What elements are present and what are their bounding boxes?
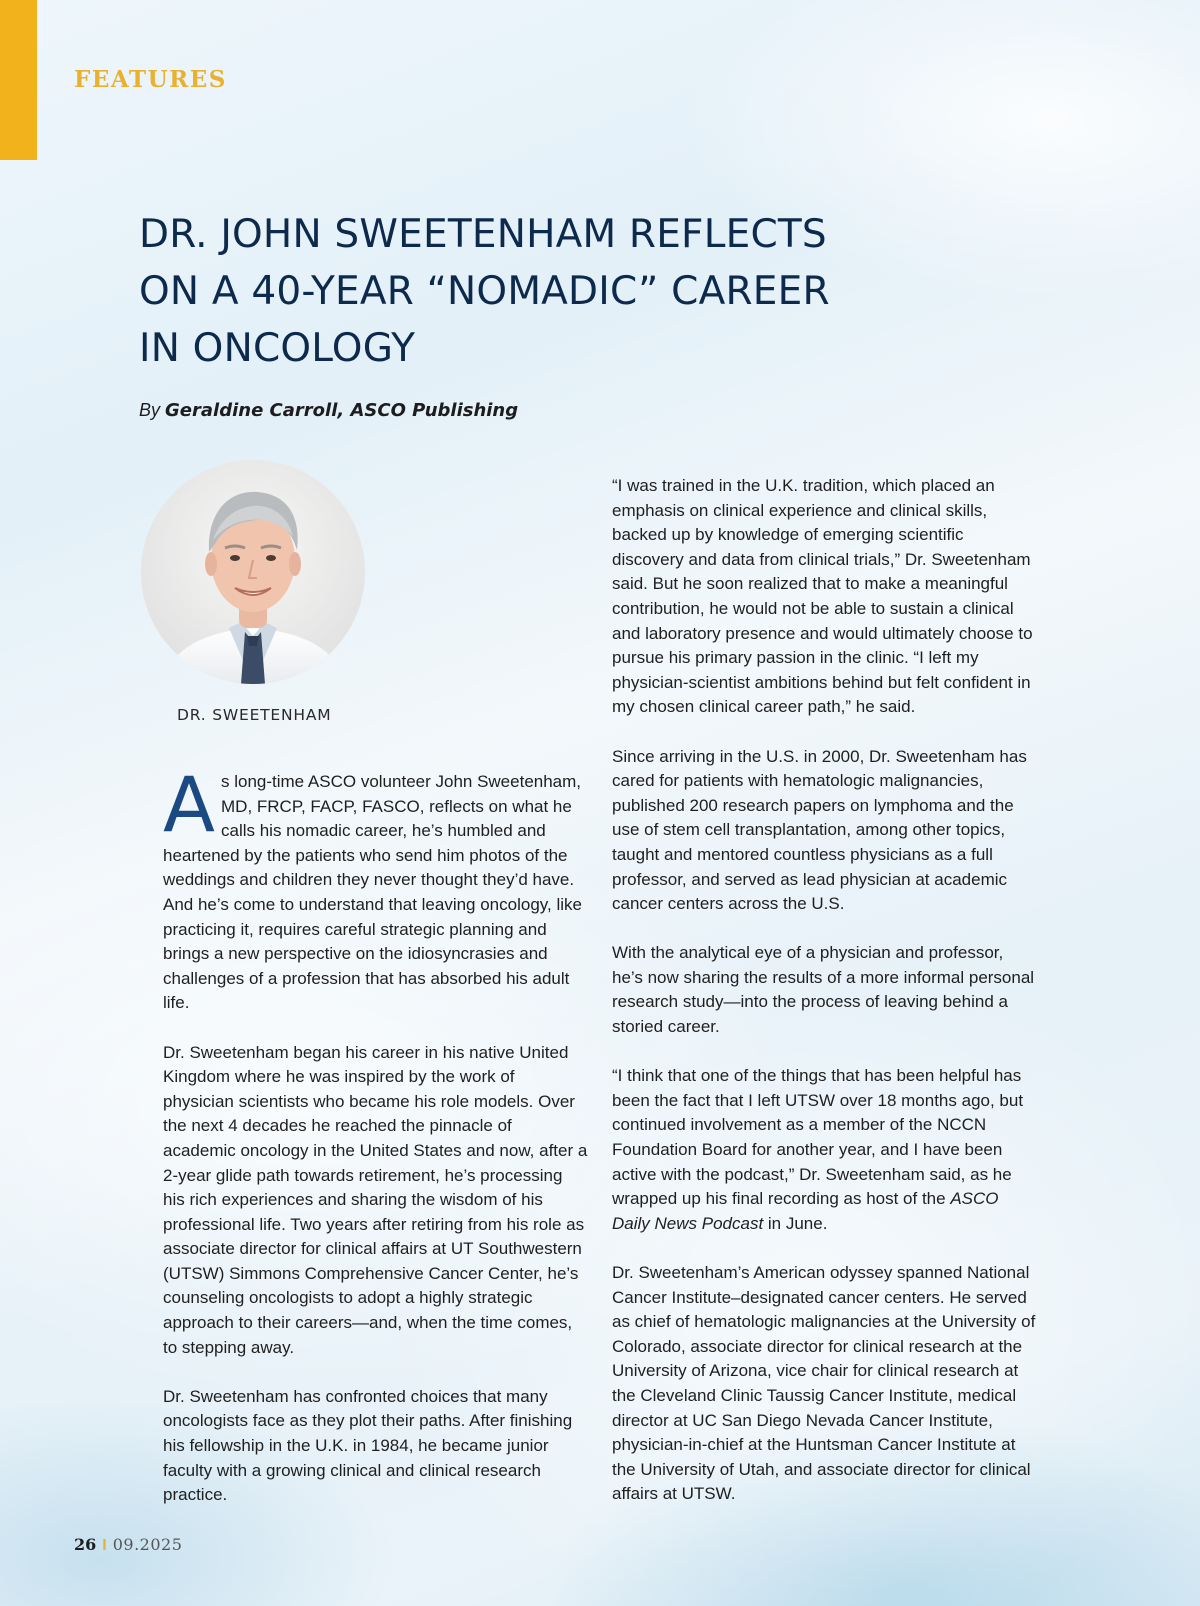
author-portrait	[141, 460, 365, 684]
byline	[139, 400, 518, 421]
article-column-right	[612, 474, 1037, 1507]
page-number: 26	[74, 1535, 97, 1554]
photo-caption: DR. SWEETENHAM	[177, 706, 332, 724]
body-paragraph: Since arriving in the U.S. in 2000, Dr. Sweetenham has cared for patients with hematologic malignancies, published 200 research papers on lymphoma and the use of stem cell transplantation, among other topics, taught and mentored countless physicians as a full professor, and served as lead physician at academic cancer centers across the U.S.	[612, 746, 1027, 914]
drop-cap: A	[163, 760, 215, 849]
footer-separator: I	[102, 1537, 107, 1554]
section-label: FEATURES	[74, 66, 227, 93]
body-paragraph: Dr. Sweetenham began his career in his native United Kingdom where he was inspired by the work of physician scientists who became his role models. Over the next 4 decades he reached the pinnacle of academic oncology in the United States and now, after a 2-year glide path towards retirement, he’s processing his rich experiences and sharing the wisdom of his professional life. Two years after retiring from his role as associate director for clinical affairs at UT Southwestern (UTSW) Simmons Comprehensive Cancer Center, he’s counseling oncologists to adopt a highly strategic approach to their careers—and, when the time comes, to stepping away.	[163, 1042, 588, 1357]
headline-line: DR. JOHN SWEETENHAM REFLECTS	[139, 212, 827, 257]
body-paragraph	[612, 1064, 1037, 1236]
podcast-title: ASCO Daily News Podcast	[612, 1189, 999, 1233]
headline-line: ON A 40-YEAR “NOMADIC” CAREER	[139, 269, 830, 314]
headline-line: IN ONCOLOGY	[139, 326, 416, 371]
paragraph-text: in June.	[763, 1213, 828, 1233]
issue-date: 09.2025	[112, 1535, 183, 1554]
body-paragraph: Dr. Sweetenham has confronted choices that many oncologists face as they plot their paths. After finishing his fellowship in the U.K. in 1984, he became junior faculty with a growing clinical and clinical research practice.	[163, 1386, 573, 1505]
paragraph-text: “I think that one of the things that has been helpful has been the fact that I left UTSW over 18 months ago, but continued involvement as a member of the NCCN Foundation Board for another year, and I have been active with the podcast,” Dr. Sweetenham said, as he wrapped up his final recording as host of the	[612, 1066, 1024, 1209]
paragraph-text: s long-time ASCO volunteer John Sweetenham, MD, FRCP, FACP, FASCO, reflects on what he calls his nomadic career, he’s humbled and heartened by the patients who send him photos of the weddings and children they never thought they’d have. And he’s come to understand that leaving oncology, like practicing it, requires careful strategic planning and brings a new perspective on the idiosyncrasies and challenges of a profession that has absorbed his adult life.	[163, 772, 582, 1013]
body-paragraph: Dr. Sweetenham’s American odyssey spanned National Cancer Institute–designated cancer centers. He served as chief of hematologic malignancies at the University of Colorado, associate director for clinical research at the University of Arizona, vice chair for clinical research at the Cleveland Clinic Taussig Cancer Institute, medical director at UC San Diego Nevada Cancer Institute, physician-in-chief at the Huntsman Cancer Institute at the University of Utah, and associate director for clinical affairs at UTSW.	[612, 1263, 1036, 1504]
byline-author: Geraldine Carroll, ASCO Publishing	[165, 400, 519, 421]
portrait-illustration	[141, 460, 365, 684]
body-paragraph: With the analytical eye of a physician and professor, he’s now sharing the results of a more informal personal research study—into the process of leaving behind a storied career.	[612, 943, 1035, 1037]
article-column-left	[163, 760, 588, 1508]
body-paragraph: “I was trained in the U.K. tradition, which placed an emphasis on clinical experience and clinical skills, backed up by knowledge of emerging scientific discovery and data from clinical trials,” Dr. Sweetenham said. But he soon realized that to make a meaningful contribution, he would not be able to sustain a clinical and laboratory presence and would ultimately choose to pursue his primary passion in the clinic. “I left my physician-scientist ambitions behind but felt confident in my chosen clinical career path,” he said.	[612, 476, 1033, 717]
body-paragraph	[163, 760, 588, 1016]
section-accent-bar	[0, 0, 37, 160]
byline-prefix: By	[139, 400, 161, 420]
page-footer	[74, 1535, 182, 1555]
article-headline	[139, 206, 899, 377]
